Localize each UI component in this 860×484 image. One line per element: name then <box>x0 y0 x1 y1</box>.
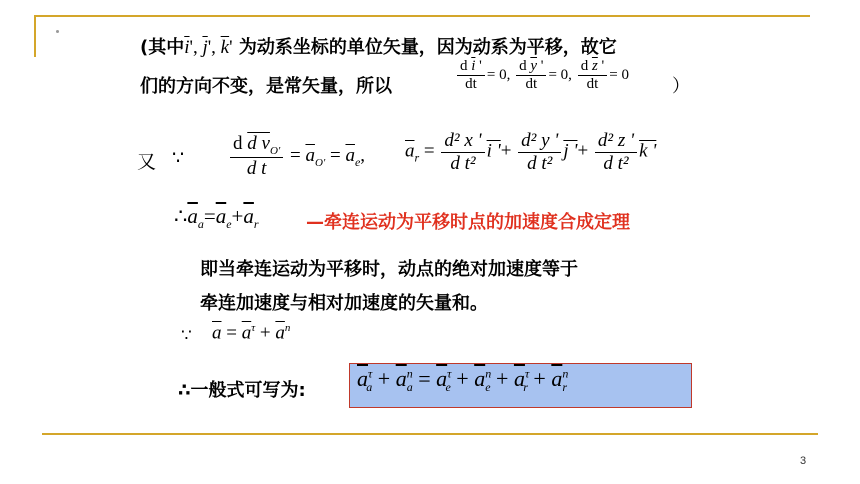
page-number: 3 <box>800 455 807 467</box>
intro-line-1: (其中$\overline{i}'$, $\overline{j}'$, $\overline{k}'$ 为动系坐标的单位矢量，因为动系为平移，故它 <box>140 37 617 58</box>
theorem-title: —牵连运动为平移时点的加速度合成定理 <box>306 212 630 233</box>
general-label: ∴一般式可写为: <box>178 380 306 401</box>
velocity-derivative-eq: $\frac{d d v_{O'}}{\text{d t}}$ = $\overline{a}_{O'} = \overline{a}_e$, <box>228 133 365 180</box>
fraction-dz: $\frac{d \overline{z} '}{dt}$ <box>578 58 608 94</box>
left-rule <box>34 15 36 57</box>
intro-line-2: 们的方向不变，是常矢量，所以 <box>140 76 392 97</box>
explain-line-1: 即当牵连运动为平移时，动点的绝对加速度等于 <box>200 259 578 280</box>
fraction-dy: $\frac{d \overline{y} '}{dt}$ <box>516 58 546 94</box>
because-symbol: ∵ <box>172 147 185 169</box>
top-rule <box>34 15 810 17</box>
bottom-rule <box>42 433 818 435</box>
because-symbol-2: ∵ <box>181 326 192 346</box>
you-label: 又 <box>137 151 157 173</box>
unit-vectors: $\overline{i}'$, $\overline{j}'$, $\overline{k}'$ <box>184 37 233 58</box>
zero-derivatives: $\frac{d \overline{i} '}{dt}$ = 0, $\frac{d \overline{y} '}{dt}$ = 0, $\frac{d \overline{z} '}{dt}$ = 0 <box>455 58 629 94</box>
explain-line-2: 牵连加速度与相对加速度的矢量和。 <box>200 293 488 314</box>
accel-decomposition: $\overline{a} = \overline{a}^\tau + \overline{a}^n$ <box>212 322 291 344</box>
intro-close-paren: ） <box>672 76 690 97</box>
relative-accel-eq: $\overline{a}_r$ = $\frac{\text{d² x '}}{\text{d t²}}$ i '+ $\frac{\text{d² y '}}{\text{d t²}}$ j '+ $\frac{\text{d² z '}}{\text{d t²}}$ k ' <box>405 130 657 174</box>
general-formula: $\overline{a}^\tau_a + \overline{a}^n_a = \overline{a}^\tau_e + \overline{a}^n_e + \overline{a}^\tau_r + \overline{a}^n_r$ <box>357 366 569 395</box>
fraction-di: $\frac{d \overline{i} '}{dt}$ <box>457 58 485 94</box>
corner-dot <box>56 30 59 33</box>
theorem-formula: $\therefore\overline{a}_a=\overline{a}_e+\overline{a}_r$ <box>174 204 259 232</box>
